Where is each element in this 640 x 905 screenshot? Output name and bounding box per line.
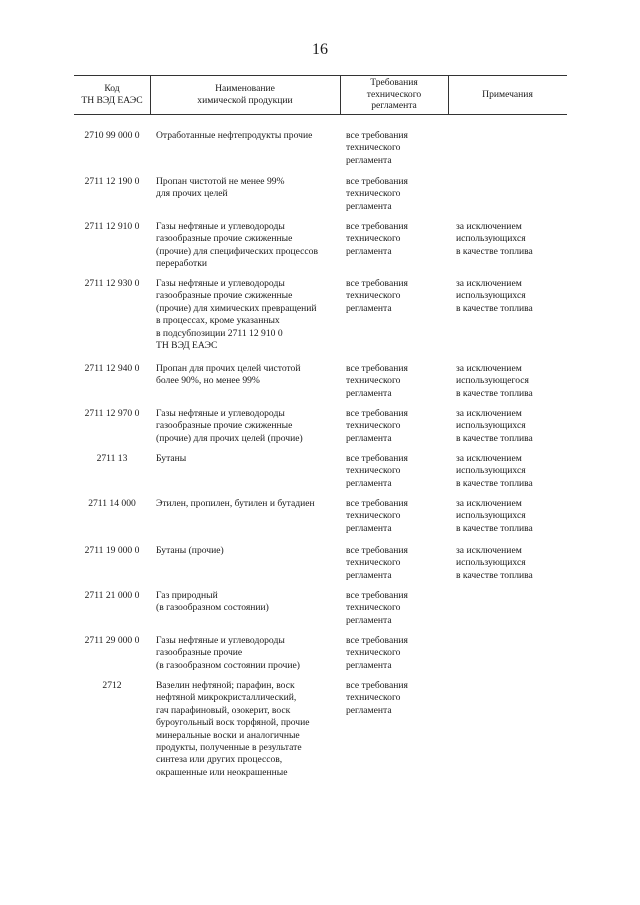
row-note xyxy=(454,130,568,176)
row-code: 2712 xyxy=(102,680,122,691)
table-row xyxy=(0,590,640,635)
page-number: 16 xyxy=(312,41,328,58)
row-note: за исключением использующегося в качестве топлива xyxy=(456,363,533,399)
header-name: Наименование химической продукции xyxy=(197,82,293,106)
row-requirements: все требования технического регламента xyxy=(346,221,408,257)
row-code: 2711 29 000 0 xyxy=(84,635,140,646)
table-row xyxy=(0,453,640,498)
header-code: Код ТН ВЭД ЕАЭС xyxy=(81,82,143,106)
row-name: Бутаны xyxy=(156,453,187,464)
header-notes: Примечания xyxy=(482,88,533,100)
row-requirements: все требования технического регламента xyxy=(346,498,408,534)
row-code: 2711 21 000 0 xyxy=(84,590,140,601)
row-name: Газы нефтяные и углеводороды газообразные прочие сжиженные (прочие) для химических превращений в процессах, кроме указанных в подсубпозиции 2711 12 910 0 ТН ВЭД ЕАЭС xyxy=(156,278,317,352)
table-row xyxy=(0,221,640,278)
row-requirements: все требования технического регламента xyxy=(346,680,408,716)
row-note xyxy=(454,590,568,635)
row-requirements: все требования технического регламента xyxy=(346,635,408,671)
row-name: Вазелин нефтяной; парафин, воск нефтяной микрокристаллический, гач парафиновый, озокерит, воск буроугольный воск торфяной, прочие минеральные воски и аналогичные продукты, полученные в результате синтеза или других процессов, окрашенные или неокрашенные xyxy=(156,680,310,778)
row-name: Бутаны (прочие) xyxy=(156,545,224,556)
table-row xyxy=(0,176,640,221)
row-note: за исключением использующихся в качестве топлива xyxy=(456,408,533,444)
row-note: за исключением использующихся в качестве топлива xyxy=(456,453,533,489)
row-name: Газы нефтяные и углеводороды газообразные прочие (в газообразном состоянии прочие) xyxy=(156,635,300,671)
row-name: Пропан чистотой не менее 99% для прочих целей xyxy=(156,176,285,200)
row-code: 2711 19 000 0 xyxy=(84,545,140,556)
row-name: Газ природный (в газообразном состоянии) xyxy=(156,590,269,614)
row-code: 2711 12 970 0 xyxy=(84,408,140,419)
row-note xyxy=(454,680,568,785)
row-requirements: все требования технического регламента xyxy=(346,545,408,581)
row-requirements: все требования технического регламента xyxy=(346,363,408,399)
row-code: 2711 12 930 0 xyxy=(84,278,140,289)
row-note: за исключением использующихся в качестве топлива xyxy=(456,221,533,257)
table-row xyxy=(0,545,640,590)
row-code: 2710 99 000 0 xyxy=(84,130,140,141)
row-code: 2711 14 000 xyxy=(88,498,136,509)
row-note xyxy=(454,176,568,221)
row-note xyxy=(454,635,568,680)
row-name: Газы нефтяные и углеводороды газообразные прочие сжиженные (прочие) для прочих целей (прочие) xyxy=(156,408,303,444)
table-row xyxy=(0,680,640,785)
row-code: 2711 12 940 0 xyxy=(84,363,140,374)
row-requirements: все требования технического регламента xyxy=(346,453,408,489)
table-row xyxy=(0,408,640,453)
row-name: Пропан для прочих целей чистотой более 90%, но менее 99% xyxy=(156,363,301,387)
row-name: Отработанные нефтепродукты прочие xyxy=(156,130,313,141)
table-header-bottom-rule xyxy=(74,114,567,115)
row-requirements: все требования технического регламента xyxy=(346,130,408,166)
table-row xyxy=(0,498,640,545)
table-body xyxy=(0,130,640,785)
header-requirements: Требования технического регламента xyxy=(366,77,422,112)
row-requirements: все требования технического регламента xyxy=(346,590,408,626)
row-code: 2711 12 910 0 xyxy=(84,221,140,232)
row-name: Этилен, пропилен, бутилен и бутадиен xyxy=(156,498,315,509)
table-row xyxy=(0,635,640,680)
row-name: Газы нефтяные и углеводороды газообразные прочие сжиженные (прочие) для специфических процессов переработки xyxy=(156,221,319,270)
table-row xyxy=(0,363,640,408)
row-note: за исключением использующихся в качестве топлива xyxy=(456,278,533,314)
row-note: за исключением использующихся в качестве топлива xyxy=(456,545,533,581)
table-row xyxy=(0,130,640,176)
row-requirements: все требования технического регламента xyxy=(346,408,408,444)
row-requirements: все требования технического регламента xyxy=(346,176,408,212)
row-note: за исключением использующихся в качестве топлива xyxy=(456,498,533,534)
row-code: 2711 12 190 0 xyxy=(84,176,140,187)
row-requirements: все требования технического регламента xyxy=(346,278,408,314)
table-row xyxy=(0,278,640,363)
row-code: 2711 13 xyxy=(96,453,128,464)
